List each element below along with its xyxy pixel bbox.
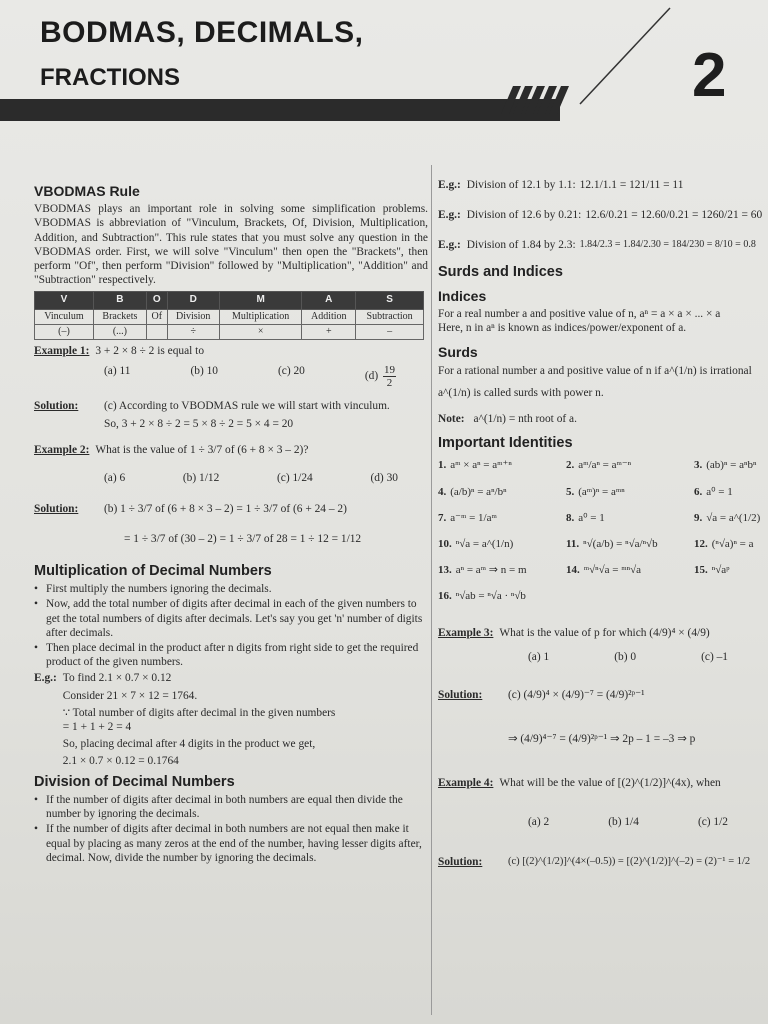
indices-text: For a real number a and positive value of n, aⁿ = a × a × ... × a (438, 308, 721, 321)
example4-options (438, 791, 768, 829)
identity-number: 8. (566, 511, 575, 524)
solution-label: Solution: (34, 399, 79, 412)
identity-number: 11. (566, 538, 580, 551)
eg-expression: 12.6/0.21 = 12.60/0.21 = 1260/21 = 60 (585, 209, 763, 222)
identity-expr: a⁰ = 1 (706, 485, 733, 498)
table-cell: Brackets (93, 309, 146, 324)
example1-options (34, 358, 428, 389)
chapter-title (40, 16, 364, 92)
eg-label: E.g.: (34, 672, 57, 685)
option: (b) 0 (614, 650, 637, 663)
table-cell (146, 324, 167, 339)
option: (a) 1 (528, 650, 550, 663)
table-row (35, 324, 424, 339)
identity-item (694, 458, 768, 472)
example2 (34, 443, 428, 457)
example2-question: What is the value of 1 ÷ 3/7 of (6 + 8 × 3 – 2)? (95, 444, 309, 457)
example4-solution (438, 855, 768, 869)
table-cell: (...) (93, 324, 146, 339)
identity-number: 12. (694, 538, 708, 551)
eg-expression: 1.84/2.3 = 1.84/2.30 = 184/230 = 8/10 = 0.8 (579, 239, 756, 251)
mult-decimal-heading: Multiplication of Decimal Numbers (34, 563, 272, 580)
example2-label: Example 2: (34, 444, 90, 457)
example3-question: What is the value of p for which (4/9)⁴ × (4/9) (499, 626, 710, 639)
identity-item (694, 485, 768, 499)
example4 (438, 776, 768, 790)
identity-expr: √a = a^(1/2) (706, 511, 761, 524)
identity-number: 14. (566, 564, 580, 577)
list-item: • If the number of digits after decimal in both numbers are equal then divide the number by ignoring the decimals. (34, 793, 428, 821)
identity-item (694, 511, 768, 525)
identity-item (438, 589, 566, 603)
table-cell: Division (167, 309, 219, 324)
identity-number: 16. (438, 590, 452, 603)
identities-grid (438, 458, 768, 603)
table-cell: × (219, 324, 302, 339)
solution-label: Solution: (438, 689, 483, 702)
identity-item (566, 511, 694, 525)
eg-label: E.g.: (438, 209, 461, 222)
table-cell: V (35, 292, 94, 309)
eg-text: Division of 12.6 by 0.21: (466, 209, 582, 222)
option: (d) 30 (370, 472, 398, 485)
identity-number: 13. (438, 564, 452, 577)
eg-text: Division of 12.1 by 1.1: (466, 179, 576, 191)
mult-decimal-example (34, 671, 428, 768)
solution-line: ⇒ (4/9)⁴⁻⁷ = (4/9)²ᵖ⁻¹ ⇒ 2p – 1 = –3 ⇒ p (508, 733, 696, 746)
identity-item (438, 537, 566, 551)
table-cell: A (302, 292, 356, 309)
surds-heading: Surds (438, 344, 478, 361)
option: (b) 1/12 (182, 472, 220, 485)
division-example (438, 178, 768, 192)
vbodmas-table (34, 291, 424, 339)
division-example (438, 208, 768, 222)
identity-number: 10. (438, 538, 452, 551)
left-column (34, 180, 428, 865)
table-cell: – (356, 324, 424, 339)
identity-expr: a⁰ = 1 (578, 511, 605, 524)
note-text: a^(1/n) = nth root of a. (473, 413, 577, 426)
identity-expr: aⁿ = aᵐ ⇒ n = m (455, 564, 527, 577)
example1-label: Example 1: (34, 344, 90, 357)
identity-item (566, 485, 694, 499)
example1-solution (34, 399, 428, 431)
eg-line: 2.1 × 0.7 × 0.12 = 0.1764 (62, 755, 179, 768)
identity-item (438, 511, 566, 525)
example1-question: 3 + 2 × 8 ÷ 2 is equal to (95, 344, 205, 357)
list-item: • First multiply the numbers ignoring the decimals. (34, 582, 428, 596)
surds-indices-heading: Surds and Indices (438, 263, 563, 280)
list-item: • Then place decimal in the product after n digits from right side to get the required product of the given numbers. (34, 641, 428, 669)
table-cell: Multiplication (219, 309, 302, 324)
indices-text: Here, n in aⁿ is known as indices/power/exponent of a. (438, 322, 687, 335)
table-cell: O (146, 292, 167, 309)
option: (c) 1/24 (276, 472, 313, 485)
identity-expr: (a/b)ⁿ = aⁿ/bⁿ (450, 485, 507, 498)
identity-item (694, 537, 768, 551)
vbodmas-text: VBODMAS plays an important role in solving some simplification problems. VBODMAS is abbreviation of "Vinculum, Brackets, Of, Division, Multiplication, Addition, and Subtraction". This rule states that you must solve any question in the VBODMAS order. First, we will solve "Vinculum" then open the "Brackets", then perform "Of", then perform "Division" followed by "Multiplication", "Addition" and "Subtraction" respectively. (34, 203, 428, 287)
table-row (35, 309, 424, 324)
table-cell: B (93, 292, 146, 309)
division-example (438, 238, 768, 252)
identity-expr: ᵐ√ⁿ√a = ᵐⁿ√a (583, 564, 642, 577)
table-cell: M (219, 292, 302, 309)
identity-expr: (ⁿ√a)ⁿ = a (711, 538, 754, 551)
table-cell: (–) (35, 324, 94, 339)
table-cell: Vinculum (35, 309, 94, 324)
solution-line: (c) (4/9)⁴ × (4/9)⁻⁷ = (4/9)²ᵖ⁻¹ (508, 689, 645, 702)
table-cell: Of (146, 309, 167, 324)
identity-item (566, 563, 694, 577)
denominator: 2 (386, 376, 393, 389)
identity-number: 5. (566, 485, 575, 498)
identity-number: 3. (694, 459, 703, 472)
eg-line: Consider 21 × 7 × 12 = 1764. (62, 689, 198, 702)
option (365, 364, 398, 389)
indices-heading: Indices (438, 287, 487, 304)
eg-line: To find 2.1 × 0.7 × 0.12 (62, 672, 172, 685)
identities-heading: Important Identities (438, 435, 573, 452)
solution-line: (c) According to VBODMAS rule we will start with vinculum. (104, 399, 390, 412)
eg-expression: 12.1/1.1 = 121/11 = 11 (579, 179, 684, 191)
identity-item (438, 485, 566, 499)
table-cell: + (302, 324, 356, 339)
table-cell: D (167, 292, 219, 309)
identity-number: 1. (438, 459, 447, 472)
identity-expr: (ab)ⁿ = aⁿbⁿ (706, 459, 757, 472)
eg-line: ∵ Total number of digits after decimal in the given numbers (62, 706, 336, 719)
table-cell: ÷ (167, 324, 219, 339)
identity-expr: ⁿ√ab = ⁿ√a · ⁿ√b (455, 590, 526, 603)
example2-options (34, 457, 428, 485)
table-cell: Subtraction (356, 309, 424, 324)
column-divider (431, 165, 432, 1015)
identity-number: 15. (694, 564, 708, 577)
identity-number: 9. (694, 511, 703, 524)
identity-expr: ⁿ√aᵖ (711, 564, 730, 577)
note (438, 412, 768, 426)
identity-item (566, 458, 694, 472)
solution-line: (b) 1 ÷ 3/7 of (6 + 8 × 3 – 2) = 1 ÷ 3/7 of (6 + 24 – 2) (104, 502, 347, 515)
option: (c) 1/2 (697, 815, 728, 828)
example3-options (438, 640, 768, 664)
chapter-number: 2 (692, 41, 727, 110)
numerator: 19 (384, 363, 395, 376)
option: (a) 11 (104, 364, 131, 377)
note-label: Note: (438, 413, 465, 426)
list-item: • Now, add the total number of digits after decimal in each of the given numbers to get the total numbers of digits after decimals. Let's say you get 'n' number of digits after decimals. (34, 597, 428, 640)
eg-label: E.g.: (438, 239, 461, 252)
solution-line: (c) [(2)^(1/2)]^(4×(–0.5)) = [(2)^(1/2)]^(–2) = (2)⁻¹ = 1/2 (508, 855, 751, 867)
identity-item (438, 458, 566, 472)
chapter-title-line1: BODMAS, DECIMALS, (40, 16, 364, 49)
identity-expr: (aᵐ)ⁿ = aᵐⁿ (578, 485, 625, 498)
surds-text: a^(1/n) is called surds with power n. (438, 386, 604, 399)
example4-question: What will be the value of [(2)^(1/2)]^(4x), when (499, 777, 721, 790)
identity-number: 2. (566, 459, 575, 472)
eg-line: So, placing decimal after 4 digits in the product we get, (62, 738, 316, 751)
identity-item (694, 563, 768, 577)
option: (c) –1 (701, 650, 728, 663)
eg-label: E.g.: (438, 179, 461, 191)
eg-text: Division of 1.84 by 2.3: (466, 239, 576, 252)
vbodmas-heading: VBODMAS Rule (34, 183, 140, 199)
example2-solution (34, 502, 428, 546)
surds-text: For a rational number a and positive value of n if a^(1/n) is irrational (438, 364, 752, 377)
chapter-banner (0, 99, 560, 121)
option: (a) 6 (104, 472, 126, 485)
table-header-row (35, 292, 424, 309)
right-column (438, 170, 768, 869)
solution-line: So, 3 + 2 × 8 ÷ 2 = 5 × 8 ÷ 2 = 5 × 4 = 20 (104, 418, 294, 431)
option: (b) 1/4 (608, 815, 639, 828)
identity-expr: ⁿ√(a/b) = ⁿ√a/ⁿ√b (583, 538, 658, 551)
eg-line: = 1 + 1 + 2 = 4 (62, 721, 132, 734)
identity-number: 7. (438, 511, 447, 524)
option: (c) 20 (277, 364, 305, 377)
example3 (438, 626, 768, 640)
identity-expr: ⁿ√a = a^(1/n) (455, 538, 514, 551)
example3-label: Example 3: (438, 626, 494, 639)
option-label: (d) (364, 369, 379, 382)
example4-label: Example 4: (438, 777, 494, 790)
fraction (383, 364, 396, 389)
identity-number: 6. (694, 485, 703, 498)
decorative-slash-icon (570, 4, 680, 114)
identity-item (438, 563, 566, 577)
example1 (34, 344, 428, 358)
identity-number: 4. (438, 485, 447, 498)
identity-expr: aᵐ/aⁿ = aᵐ⁻ⁿ (578, 459, 632, 472)
chapter-title-line2: FRACTIONS (40, 64, 180, 91)
banner-stripes-icon (495, 86, 575, 114)
identity-item (566, 537, 694, 551)
list-item: • If the number of digits after decimal in both numbers are not equal then make it equal by placing as many zeros at the end of the number, having lesser digits after, decimal. Now, divide the number by ignoring the decimals. (34, 822, 428, 865)
solution-label: Solution: (34, 502, 79, 515)
table-cell: Addition (302, 309, 356, 324)
table-cell: S (356, 292, 424, 309)
solution-label: Solution: (438, 855, 483, 868)
identity-expr: aᵐ × aⁿ = aᵐ⁺ⁿ (450, 459, 512, 472)
option: (a) 2 (528, 815, 550, 828)
identity-expr: a⁻ᵐ = 1/aᵐ (450, 511, 497, 524)
div-decimal-heading: Division of Decimal Numbers (34, 773, 235, 790)
option: (b) 10 (190, 364, 218, 377)
example3-solution (438, 688, 768, 746)
solution-line: = 1 ÷ 3/7 of (30 – 2) = 1 ÷ 3/7 of 28 = 1 ÷ 12 = 1/12 (124, 532, 362, 545)
